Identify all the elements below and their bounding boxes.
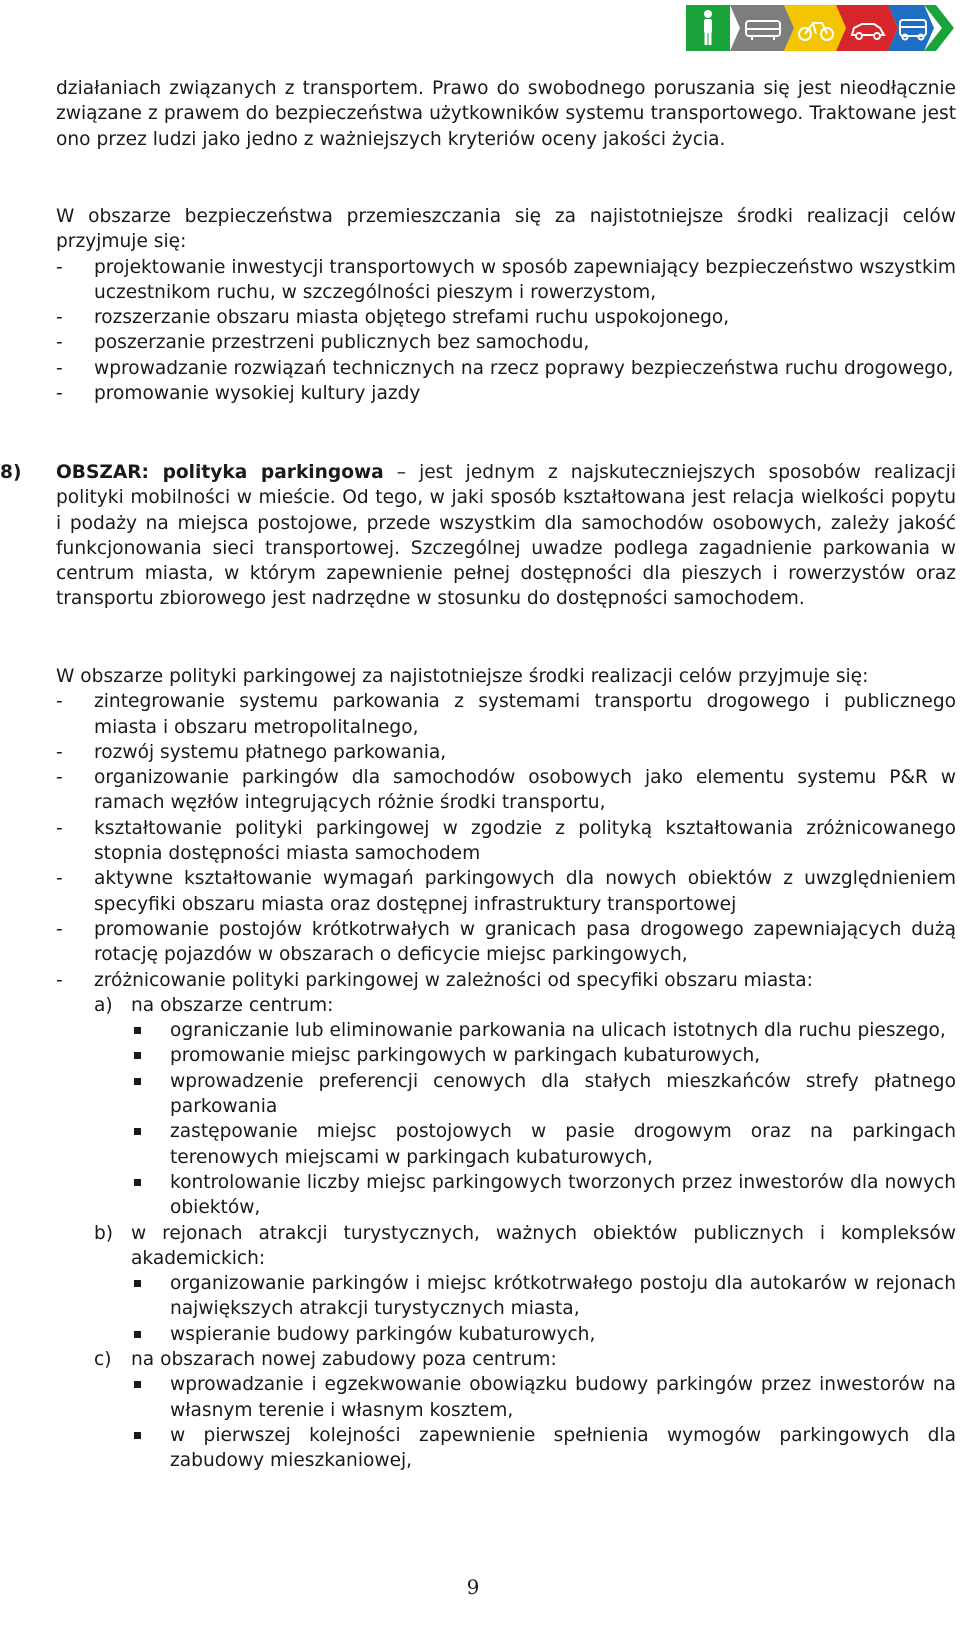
bullet-item: w pierwszej kolejności zapewnienie spełnienia wymogów parkingowych dla zabudowy mieszkaniowej, [131,1423,956,1474]
bullet-item: wprowadzenie preferencji cenowych dla stałych mieszkańców strefy płatnego parkowania [131,1069,956,1120]
list-item: - kształtowanie polityki parkingowej w zgodzie z polityką kształtowania zróżnicowanego stopnia dostępności miasta samochodem [56,816,956,867]
safety-section [56,204,956,406]
list-item: - projektowanie inwestycji transportowych w sposób zapewniający bezpieczeństwo wszystkim uczestnikom ruchu, w szczególności pieszym i rowerzystom, [56,255,956,306]
transport-modes-logo [686,5,954,51]
parking-section [56,664,956,1474]
bullet-item: wprowadzanie i egzekwowanie obowiązku budowy parkingów przez inwestorów na własnym terenie i własnym kosztem, [131,1372,956,1423]
area-label: c) [94,1349,112,1371]
parking-lead: W obszarze polityki parkingowej za najistotniejsze środki realizacji celów przyjmuje się: [56,666,869,687]
section-8-text: – jest jednym z najskuteczniejszych sposobów realizacji polityki mobilności w mieście. Od tego, w jaki sposób kształtowana jest relacja wielkości popytu i podaży na miejsca postojowe, przede wszystkim dla samochodów osobowych, zależy jakość funkcjonowania sieci transportowej. Szczególnej uwadze podlega zagadnienie parkowania w centrum miasta, w którym zapewnienie pełnej dostępności dla pieszych i rowerzystów oraz transportu zbiorowego jest nadrzędne w stosunku do dostępności samochodem. [56,462,956,610]
bullet-item: organizowanie parkingów i miejsc krótkotrwałego postoju dla autokarów w rejonach największych atrakcji turystycznych miasta, [131,1271,956,1322]
list-item: - promowanie postojów krótkotrwałych w granicach pasa drogowego zapewniających dużą rotację pojazdów w obszarach o deficycie miejsc parkingowych, [56,917,956,968]
area-label: a) [94,994,113,1016]
area-item-new-development [94,1347,956,1473]
safety-list [56,255,956,407]
list-item: - zintegrowanie systemu parkowania z systemami transportu drogowego i publicznego miasta i obszaru metropolitalnego, [56,689,956,740]
section-title: OBSZAR: polityka parkingowa [56,462,384,483]
list-item: - aktywne kształtowanie wymagań parkingowych dla nowych obiektów z uwzględnieniem specyfiki obszaru miasta oraz dostępnej infrastruktury transportowej [56,866,956,917]
list-item [56,968,956,1474]
area-item-center [94,993,956,1221]
area-title: na obszarze centrum: [131,994,334,1016]
area-sublist [94,993,956,1474]
bullet-list [131,1271,956,1347]
list-item: - organizowanie parkingów dla samochodów osobowych jako elementu systemu P&R w ramach węzłów integrujących różnie środki transportu, [56,765,956,816]
list-item: - wprowadzanie rozwiązań technicznych na rzecz poprawy bezpieczeństwa ruchu drogowego, [56,356,956,381]
bullet-item: zastępowanie miejsc postojowych w pasie drogowym oraz na parkingach terenowych miejscami w parkingach kubaturowych, [131,1119,956,1170]
list-item: - poszerzanie przestrzeni publicznych bez samochodu, [56,330,956,355]
page-number: 9 [466,1575,480,1599]
intro-paragraph: działaniach związanych z transportem. Prawo do swobodnego poruszania się jest nieodłącznie związane z prawem do bezpieczeństwa użytkowników systemu transportowego. Traktowane jest ono przez ludzi jako jedno z ważniejszych kryteriów oceny jakości życia. [56,78,956,150]
list-item-text: zróżnicowanie polityki parkingowej w zależności od specyfiki obszaru miasta: [94,969,813,991]
list-item: - rozszerzanie obszaru miasta objętego strefami ruchu uspokojonego, [56,305,956,330]
area-title: na obszarach nowej zabudowy poza centrum: [131,1349,557,1371]
bullet-item: promowanie miejsc parkingowych w parkingach kubaturowych, [131,1043,956,1068]
area-item-tourist [94,1221,956,1347]
section-number: 8) [0,462,22,483]
parking-list [56,689,956,1473]
safety-lead: W obszarze bezpieczeństwa przemieszczania się za najistotniejsze środki realizacji celów przyjmuje się: [56,206,956,253]
bullet-item: kontrolowanie liczby miejsc parkingowych tworzonych przez inwestorów dla nowych obiektów, [131,1170,956,1221]
bullet-list [131,1372,956,1473]
bullet-list [131,1018,956,1220]
list-item: - rozwój systemu płatnego parkowania, [56,740,956,765]
bullet-item: ograniczanie lub eliminowanie parkowania na ulicach istotnych dla ruchu pieszego, [131,1018,956,1043]
section-8 [0,460,956,612]
list-item: - promowanie wysokiej kultury jazdy [56,381,956,406]
area-title: w rejonach atrakcji turystycznych, ważnych obiektów publicznych i kompleksów akademickich: [131,1222,956,1269]
section-8-paragraph [56,460,956,612]
area-label: b) [94,1222,114,1244]
bullet-item: wspieranie budowy parkingów kubaturowych, [131,1322,956,1347]
